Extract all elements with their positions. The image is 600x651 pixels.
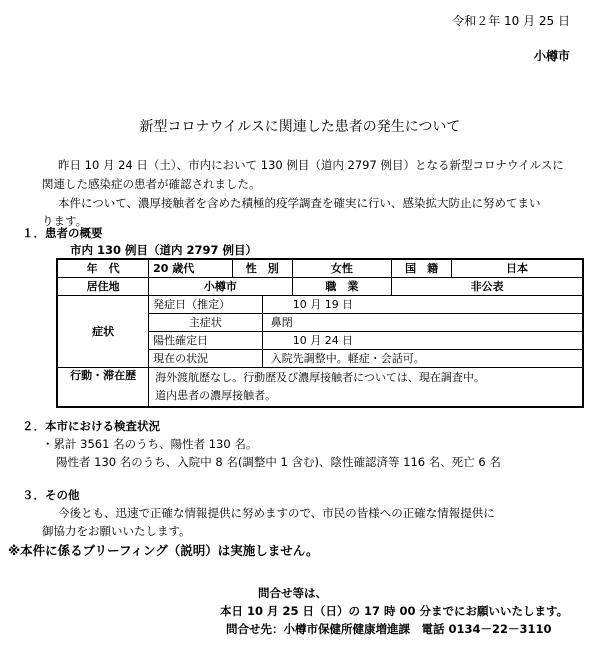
activity-label: 行動・滞在歴 <box>57 368 149 408</box>
positive-date-value: 10 月 24 日 <box>262 332 583 350</box>
residence-label: 居住地 <box>57 278 149 296</box>
main-symptom-value: 鼻閉 <box>262 314 583 332</box>
intro-p2-line2: ります。 <box>42 214 88 228</box>
section2-line2: 陽性者 130 名のうち、入院中 8 名(調整中 1 含む)、陰性確認済等 116 名、死亡 6 名 <box>56 455 501 469</box>
intro-p1-line1: 昨日 10 月 24 日（土）、市内において 130 例目（道内 2797 例目）となる新型コロナウイルスに <box>58 158 564 172</box>
table-row <box>57 278 583 296</box>
age-label: 年 代 <box>57 259 149 278</box>
section3-heading: ３．その他 <box>22 488 80 502</box>
briefing-note: ※本件に係るブリーフィング（説明）は実施しません。 <box>8 543 319 558</box>
residence-value: 小樽市 <box>149 278 292 296</box>
section2-line1: ・累計 3561 名のうち、陽性者 130 名。 <box>42 437 258 451</box>
contact-line1: 問合せ等は、 <box>258 586 327 600</box>
table-row <box>57 296 583 314</box>
sex-value: 女性 <box>292 259 392 278</box>
status-label: 現在の状況 <box>149 350 263 368</box>
intro-p1-line2: 関連した感染症の患者が確認されました。 <box>42 177 261 191</box>
onset-value: 10 月 19 日 <box>262 296 583 314</box>
document-date: 令和２年 10 月 25 日 <box>452 14 570 28</box>
section1-heading: １．患者の概要 <box>22 226 103 240</box>
onset-label: 発症日（推定） <box>149 296 263 314</box>
section2-heading: ２．本市における検査状況 <box>22 419 160 433</box>
contact-line2: 本日 10 月 25 日（日）の 17 時 00 分までにお願いいたします。 <box>220 604 569 618</box>
occupation-value: 非公表 <box>392 278 583 296</box>
symptom-label: 症状 <box>57 296 149 368</box>
positive-date-label: 陽性確定日 <box>149 332 263 350</box>
table-row <box>57 259 583 278</box>
section3-line2: 御協力をお願いいたします。 <box>42 524 191 538</box>
case-number-label: 市内 130 例目（道内 2797 例目） <box>70 243 258 257</box>
main-symptom-label: 主症状 <box>149 314 263 332</box>
issuer-name: 小樽市 <box>533 49 570 63</box>
section3-line1: 今後とも、迅速で正確な情報提供に努めますので、市民の皆様への正確な情報提供に <box>58 506 495 520</box>
intro-p2-line1: 本件について、濃厚接触者を含めた積極的疫学調査を確実に行い、感染拡大防止に努めてまい <box>58 196 541 210</box>
sex-label: 性 別 <box>232 259 292 278</box>
table-row <box>57 368 583 408</box>
activity-cell <box>149 368 583 408</box>
patient-summary-table <box>56 258 584 408</box>
age-value: 20 歳代 <box>149 259 233 278</box>
nationality-value: 日本 <box>452 259 583 278</box>
document-title: 新型コロナウイルスに関連した患者の発生について <box>139 119 461 135</box>
activity-line1: 海外渡航歴なし。行動歴及び濃厚接触者については、現在調査中。 <box>155 371 485 384</box>
occupation-label: 職 業 <box>292 278 392 296</box>
status-value: 入院先調整中。軽症・会話可。 <box>262 350 583 368</box>
contact-line3: 問合せ先：小樽市保健所健康増進課 電話 0134－22－3110 <box>226 622 552 636</box>
nationality-label: 国 籍 <box>392 259 452 278</box>
activity-line2: 道内患者の濃厚接触者。 <box>155 389 277 402</box>
